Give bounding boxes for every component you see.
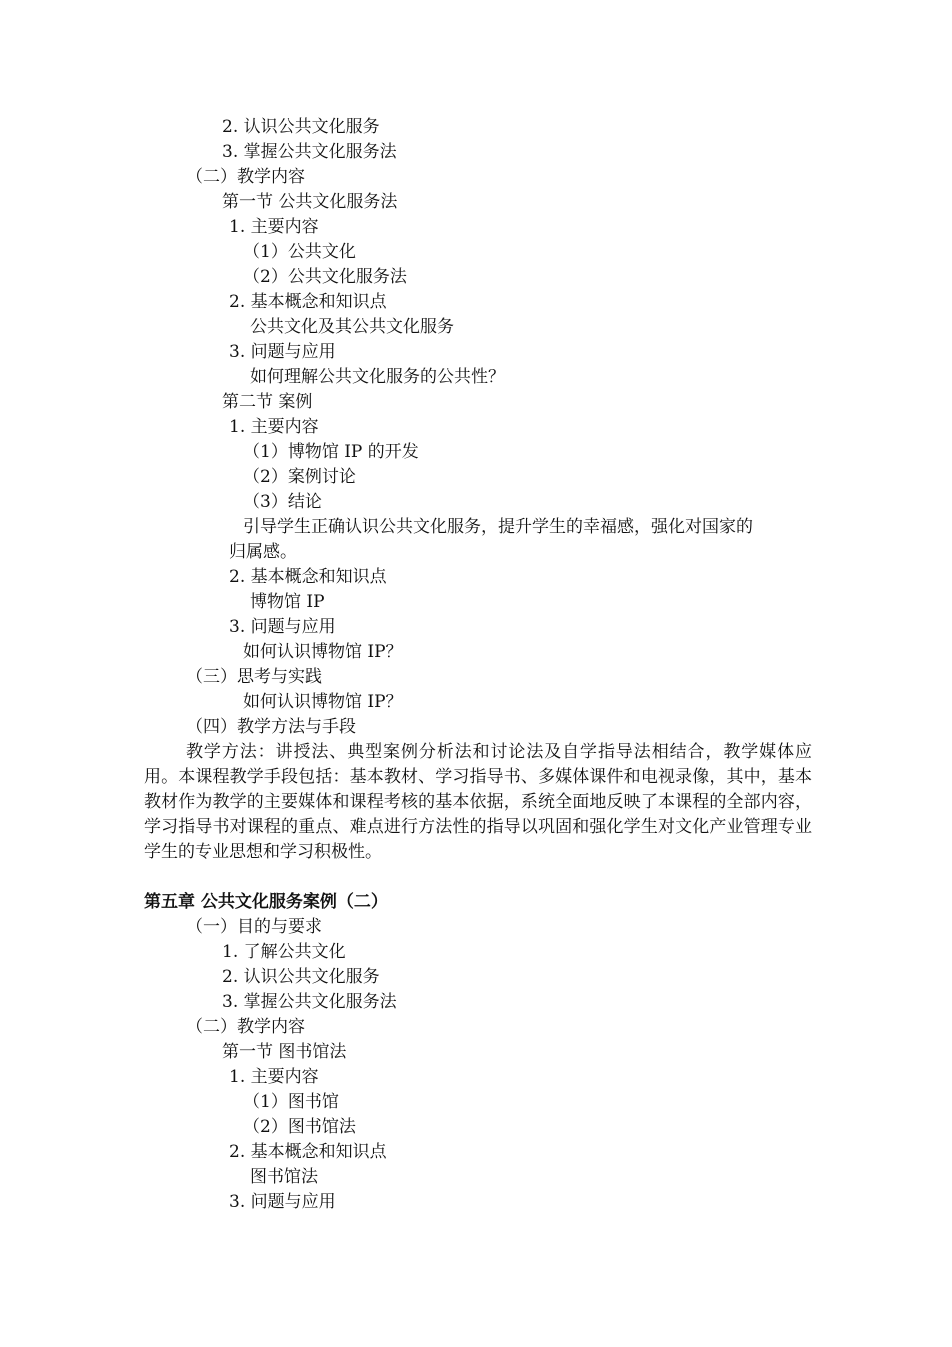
main-content-label: 1. 主要内容	[229, 1067, 319, 1087]
method-paragraph: 教学方法：讲授法、典型案例分析法和讨论法及自学指导法相结合，教学媒体应用。本课程教学手段包括：基本教材、学习指导书、多媒体课件和电视录像，其中，基本教材作为教学的主要媒体和课程考核的基本依据，系统全面地反映了本课程的全部内容，学习指导书对课程的重点、难点进行方法性的指导以巩固和强化学生对文化产业管理专业学生的专业思想和学习积极性。	[144, 742, 812, 862]
concepts-label: 2. 基本概念和知识点	[229, 567, 387, 587]
goal-item-3: 3. 掌握公共文化服务法	[222, 992, 397, 1012]
qa-label: 3. 问题与应用	[229, 342, 336, 362]
method-heading: （四）教学方法与手段	[186, 717, 356, 737]
sub-item: （2）案例讨论	[243, 467, 356, 487]
sub-item: （1）图书馆	[243, 1092, 339, 1112]
goal-item-2: 2. 认识公共文化服务	[222, 117, 380, 137]
concepts-text: 博物馆 IP	[250, 592, 325, 612]
content-heading: （二）教学内容	[186, 167, 305, 187]
concepts-text: 图书馆法	[250, 1167, 318, 1187]
qa-text: 如何认识博物馆 IP？	[243, 642, 403, 662]
conclusion-text: 引导学生正确认识公共文化服务，提升学生的幸福感，强化对国家的	[243, 517, 753, 537]
goal-item-1: 1. 了解公共文化	[222, 942, 346, 962]
practice-text: 如何认识博物馆 IP？	[243, 692, 403, 712]
conclusion-text-cont: 归属感。	[229, 542, 297, 562]
section-2-title: 第二节 案例	[222, 392, 313, 412]
section-1-title: 第一节 图书馆法	[222, 1042, 347, 1062]
concepts-text: 公共文化及其公共文化服务	[250, 317, 454, 337]
sub-item: （3）结论	[243, 492, 322, 512]
main-content-label: 1. 主要内容	[229, 217, 319, 237]
sub-item: （1）公共文化	[243, 242, 356, 262]
goal-item-3: 3. 掌握公共文化服务法	[222, 142, 397, 162]
qa-text: 如何理解公共文化服务的公共性？	[250, 367, 505, 387]
section-1-title: 第一节 公共文化服务法	[222, 192, 398, 212]
qa-label: 3. 问题与应用	[229, 1192, 336, 1212]
sub-item: （2）图书馆法	[243, 1117, 356, 1137]
content-heading: （二）教学内容	[186, 1017, 305, 1037]
goals-heading: （一）目的与要求	[186, 917, 322, 937]
qa-label: 3. 问题与应用	[229, 617, 336, 637]
concepts-label: 2. 基本概念和知识点	[229, 292, 387, 312]
main-content-label: 1. 主要内容	[229, 417, 319, 437]
concepts-label: 2. 基本概念和知识点	[229, 1142, 387, 1162]
goal-item-2: 2. 认识公共文化服务	[222, 967, 380, 987]
sub-item: （2）公共文化服务法	[243, 267, 407, 287]
sub-item: （1）博物馆 IP 的开发	[243, 442, 419, 462]
chapter-title: 第五章 公共文化服务案例（二）	[144, 892, 388, 912]
practice-heading: （三）思考与实践	[186, 667, 322, 687]
